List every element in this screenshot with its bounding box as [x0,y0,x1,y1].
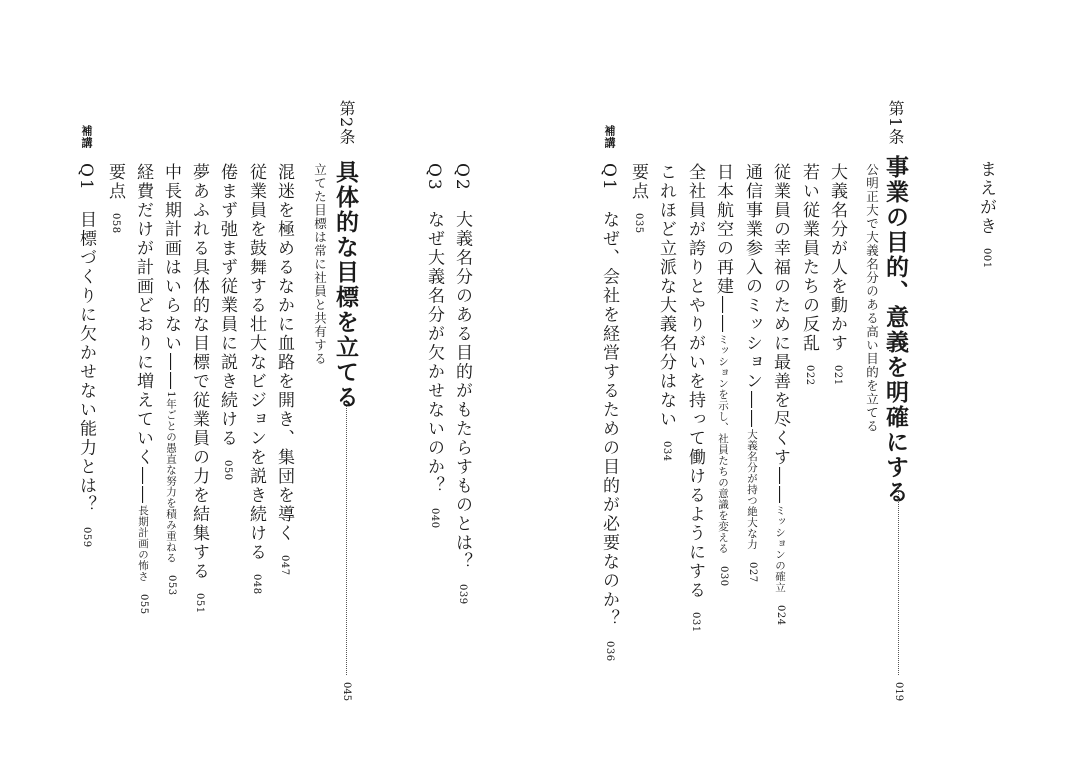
toc-item[interactable] [629,163,646,234]
toc-item[interactable] [162,163,179,596]
toc-item-subtitle: 1年ごとの愚直な努力を積み重ねる [165,391,177,564]
toc-item-title: 目標づくりに欠かせない能力とは？ [76,210,96,515]
toc-preface-title: まえがき [976,160,996,236]
toc-page-number: 059 [81,526,92,548]
toc-item-title: 大義名分のある目的がもたらすものとは？ [452,210,472,572]
toc-item[interactable] [714,163,731,587]
toc-page-number: 034 [661,441,672,462]
chapter-2-leader [346,400,347,675]
toc-page-number: 040 [429,507,440,529]
toc-item-subtitle: ミッションを示し、社員たちの意識を変える [717,334,729,554]
toc-item-title: 要点 [628,163,648,201]
toc-page-number: 053 [166,575,177,596]
toc-item[interactable] [828,163,845,386]
toc-qa-item[interactable] [425,163,442,528]
toc-page-number: 030 [718,566,729,587]
chapter-2-number: 第2条 [337,100,356,146]
chapter-1-subtitle: 公明正大で大義名分のある高い目的を立てる [864,163,880,433]
toc-page-number: 027 [747,562,758,583]
toc-item-title: 混迷を極めるなかに血路を開き、集団を導く [274,163,294,543]
toc-preface[interactable] [977,160,994,269]
chapter-2-page: 045 [341,682,352,702]
supplement-label: 補講 [603,125,616,149]
toc-item-title: 日本航空の再建―― [713,163,733,334]
chapter-1-leader [898,485,899,675]
toc-item-title: 要点 [105,163,125,201]
toc-page-number: 055 [138,594,149,615]
qa-number: Q2 [452,163,472,192]
toc-page-number: 031 [690,612,701,633]
toc-page-number: 048 [251,574,262,595]
supplement-label: 補講 [80,125,93,149]
toc-item-title: なぜ、会社を経営するための目的が必要なのか？ [599,210,619,629]
toc-item[interactable] [771,163,788,626]
toc-item-subtitle: ミッションの確立 [774,505,786,593]
toc-page-number: 039 [457,583,468,605]
toc-item-title: 夢あふれる具体的な目標で従業員の力を結集する [189,163,209,581]
toc-page-number: 001 [981,248,992,269]
chapter-1-number: 第1条 [886,100,905,146]
toc-item-title: 全社員が誇りとやりがいを持って働けるようにする [685,163,705,600]
chapter-1-title[interactable]: 事業の目的、意義を明確にする [882,155,909,505]
toc-item-title: 若い従業員たちの反乱 [799,163,819,353]
toc-item[interactable] [275,163,292,576]
toc-page-number: 058 [110,213,121,234]
toc-item[interactable] [686,163,703,633]
toc-item[interactable] [218,163,235,481]
toc-item[interactable] [190,163,207,614]
toc-page-number: 022 [804,365,815,386]
toc-item-title: 従業員を鼓舞する壮大なビジョンを説き続ける [246,163,266,562]
qa-number: Q1 [599,163,619,192]
toc-qa-item[interactable] [453,163,470,604]
toc-item-title: 従業員の幸福のために最善を尽くす―― [770,163,790,505]
toc-item-title: 倦まず弛まず従業員に説き続ける [217,163,237,448]
toc-item[interactable] [743,163,760,583]
toc-item-title: なぜ大義名分が欠かせないのか？ [424,210,444,496]
toc-item[interactable] [657,163,674,462]
toc-qa-item[interactable] [600,163,617,661]
toc-item[interactable] [134,163,151,615]
toc-item-subtitle: 長期計画の怖さ [137,505,149,582]
toc-page-number: 051 [194,593,205,614]
qa-number: Q1 [76,163,96,192]
qa-number: Q3 [424,163,444,192]
chapter-1-page: 019 [893,682,904,702]
chapter-2-title[interactable]: 具体的な目標を立てる [332,160,359,410]
toc-qa-item[interactable] [77,163,94,547]
toc-page-number: 036 [604,640,615,662]
toc-item-subtitle: 大義名分が持つ絶大な力 [746,429,758,550]
toc-page-number: 024 [775,605,786,626]
toc-item-title: 大義名分が人を動かす [827,163,847,353]
toc-item[interactable] [800,163,817,386]
toc-page-number: 047 [279,555,290,576]
toc-item[interactable] [247,163,264,595]
toc-item[interactable] [106,163,123,234]
toc-page-number: 050 [222,460,233,481]
chapter-2-subtitle: 立てた目標は常に社員と共有する [312,163,328,366]
toc-page-number: 021 [832,365,843,386]
toc-page-number: 035 [633,213,644,234]
toc-item-title: 通信事業参入のミッション―― [742,163,762,429]
toc-item-title: これほど立派な大義名分はない [656,163,676,429]
toc-item-title: 中長期計画はいらない―― [161,163,181,391]
toc-item-title: 経費だけが計画どおりに増えていく―― [133,163,153,505]
